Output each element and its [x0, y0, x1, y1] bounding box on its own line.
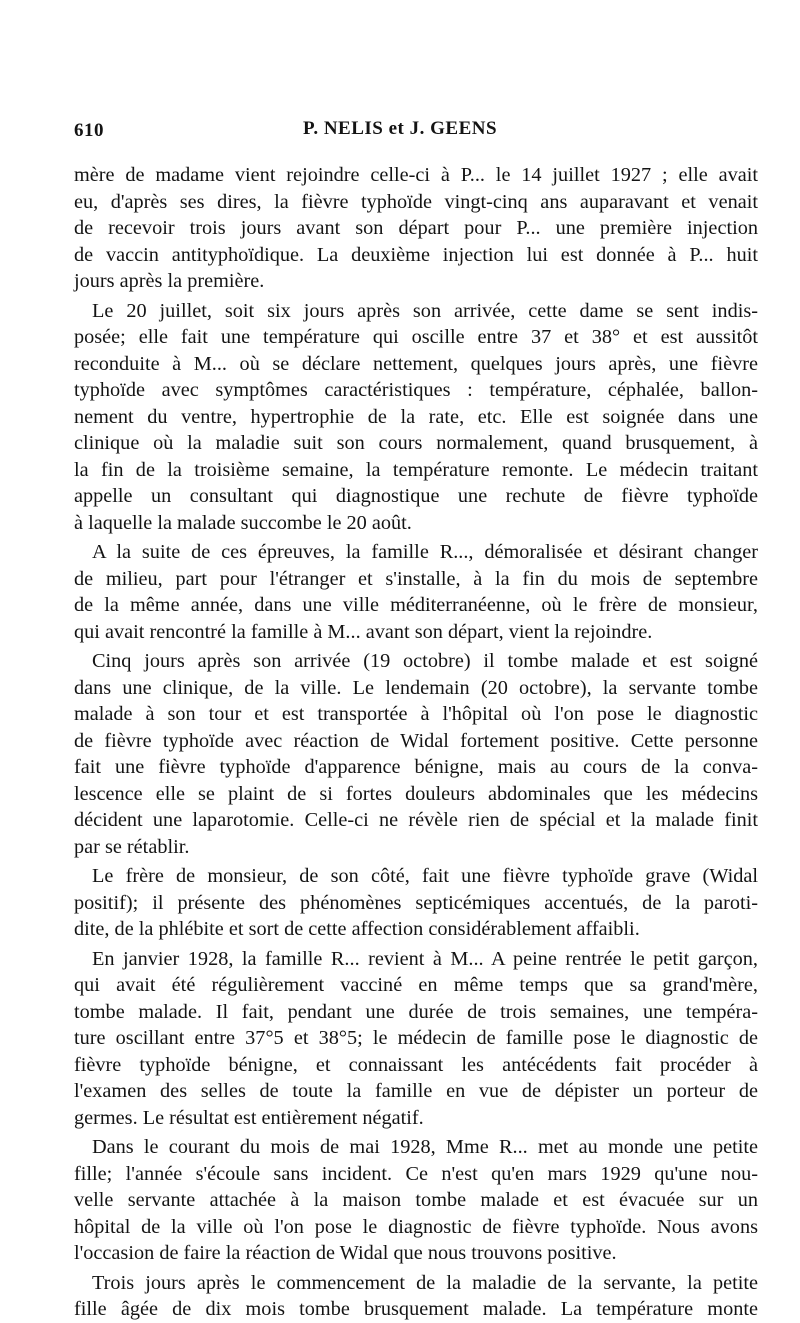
text-line: clinique où la maladie suit son cours normalement, quand brusquement, à: [74, 432, 758, 454]
paragraph: [74, 539, 758, 645]
text-line: de vaccin antityphoïdique. La deuxième injection lui est donnée à P... huit: [74, 243, 758, 266]
text-line: nement du ventre, hypertrophie de la rate, etc. Elle est soignée dans une: [74, 405, 758, 428]
text-line: à laquelle la malade succombe le 20 août.: [74, 511, 412, 534]
text-line: qui avait été régulièrement vacciné en même temps que sa grand'mère,: [74, 974, 758, 996]
paragraph: [74, 1270, 758, 1323]
paragraph: [74, 863, 758, 943]
text-line: décident une laparotomie. Celle-ci ne révèle rien de spécial et la malade finit: [74, 809, 758, 831]
text-line: fille; l'année s'écoule sans incident. Ce n'est qu'en mars 1929 qu'une nou-: [74, 1162, 758, 1185]
text-line: typhoïde avec symptômes caractéristiques : température, céphalée, ballon-: [74, 379, 758, 401]
text-line: appelle un consultant qui diagnostique une rechute de fièvre typhoïde: [74, 485, 758, 507]
text-line: fièvre typhoïde bénigne, et connaissant les antécédents fait procéder à: [74, 1053, 758, 1076]
paragraph: [74, 162, 758, 295]
body-text: [74, 162, 758, 1323]
paragraph: [74, 946, 758, 1132]
text-line: dite, de la phlébite et sort de cette affection considérablement affaibli.: [74, 918, 640, 940]
text-line: A la suite de ces épreuves, la famille R..., démoralisée et désirant changer: [92, 541, 758, 563]
text-line: posée; elle fait une température qui oscille entre 37 et 38° et est aussitôt: [74, 326, 758, 348]
paragraph: [74, 298, 758, 537]
running-head: P. NELIS et J. GEENS: [302, 118, 498, 139]
text-line: Dans le courant du mois de mai 1928, Mme R... met au monde une petite: [92, 1136, 758, 1158]
text-line: de milieu, part pour l'étranger et s'installe, à la fin du mois de septembre: [74, 567, 758, 590]
text-line: germes. Le résultat est entièrement négatif.: [74, 1106, 424, 1129]
text-line: de recevoir trois jours avant son départ pour P... une première injection: [74, 217, 758, 239]
text-line: ture oscillant entre 37°5 et 38°5; le médecin de famille pose le diagnostic de: [74, 1027, 758, 1049]
text-line: fait une fièvre typhoïde d'apparence bénigne, mais au cours de la conva-: [74, 756, 758, 778]
text-line: reconduite à M... où se déclare nettement, quelques jours après, une fièvre: [74, 352, 758, 375]
text-line: eu, d'après ses dires, la fièvre typhoïde vingt-cinq ans auparavant et venait: [74, 190, 758, 213]
text-line: fille âgée de dix mois tombe brusquement malade. La température monte: [74, 1298, 758, 1320]
text-line: malade à son tour et est transportée à l'hôpital où l'on pose le diagnostic: [74, 703, 758, 725]
text-line: par se rétablir.: [74, 835, 190, 858]
text-line: dans une clinique, de la ville. Le lendemain (20 octobre), la servante tombe: [74, 676, 758, 699]
text-line: l'occasion de faire la réaction de Widal que nous trouvons positive.: [74, 1242, 617, 1264]
paragraph: [74, 648, 758, 860]
text-line: Le frère de monsieur, de son côté, fait une fièvre typhoïde grave (Widal: [92, 865, 758, 887]
text-line: mère de madame vient rejoindre celle-ci à P... le 14 juillet 1927 ; elle avait: [74, 164, 758, 186]
text-line: hôpital de la ville où l'on pose le diagnostic de fièvre typhoïde. Nous avons: [74, 1215, 758, 1238]
text-line: lescence elle se plaint de si fortes douleurs abdominales que les médecins: [74, 782, 758, 805]
text-line: Le 20 juillet, soit six jours après son arrivée, cette dame se sent indis-: [92, 299, 758, 322]
text-line: positif); il présente des phénomènes septicémiques accentués, de la paroti-: [74, 891, 758, 914]
paragraph: [74, 1134, 758, 1267]
text-line: de la même année, dans une ville méditerranéenne, où le frère de monsieur,: [74, 594, 758, 616]
text-line: de fièvre typhoïde avec réaction de Widal fortement positive. Cette personne: [74, 729, 758, 752]
text-line: qui avait rencontré la famille à M... avant son départ, vient la rejoindre.: [74, 620, 653, 643]
page-number: 610: [74, 120, 104, 141]
text-line: la fin de la troisième semaine, la température remonte. Le médecin traitant: [74, 458, 758, 481]
text-line: En janvier 1928, la famille R... revient à M... A peine rentrée le petit garçon,: [92, 947, 758, 970]
text-line: Cinq jours après son arrivée (19 octobre) il tombe malade et est soigné: [92, 650, 758, 672]
text-line: jours après la première.: [74, 270, 265, 292]
text-line: l'examen des selles de toute la famille en vue de dépister un porteur de: [74, 1080, 758, 1102]
text-line: tombe malade. Il fait, pendant une durée de trois semaines, une tempéra-: [74, 1000, 758, 1023]
text-line: Trois jours après le commencement de la maladie de la servante, la petite: [92, 1271, 758, 1294]
text-line: velle servante attachée à la maison tombe malade et est évacuée sur un: [74, 1189, 758, 1211]
